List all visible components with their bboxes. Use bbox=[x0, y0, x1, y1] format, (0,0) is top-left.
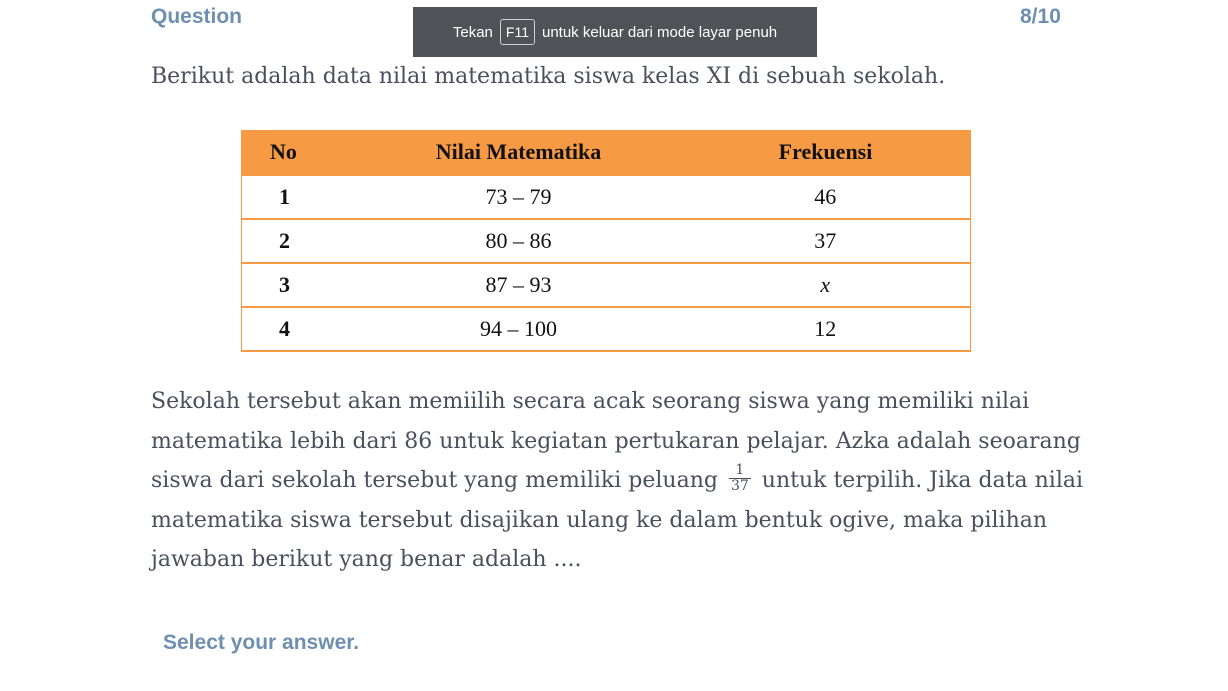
cell-no: 3 bbox=[242, 263, 357, 307]
f11-key-badge: F11 bbox=[500, 19, 535, 45]
cell-range: 80 – 86 bbox=[357, 219, 681, 263]
cell-no: 1 bbox=[242, 175, 357, 219]
header-nilai: Nilai Matematika bbox=[357, 130, 681, 175]
cell-range: 94 – 100 bbox=[357, 307, 681, 351]
fraction-numerator: 1 bbox=[729, 463, 751, 479]
probability-fraction bbox=[729, 463, 751, 494]
body-line-with-fraction bbox=[151, 461, 1084, 501]
select-answer-prompt: Select your answer. bbox=[163, 631, 360, 654]
body-line: matematika lebih dari 86 untuk kegiatan pertukaran pelajar. Azka adalah seoarang bbox=[151, 428, 1081, 454]
body-line: Sekolah tersebut akan memiilih secara acak seorang siswa yang memiliki nilai bbox=[151, 389, 1030, 414]
cell-freq-variable: x bbox=[681, 263, 971, 307]
cell-freq: 46 bbox=[681, 175, 971, 219]
cell-no: 2 bbox=[242, 219, 357, 263]
cell-range: 87 – 93 bbox=[357, 263, 681, 307]
table-row bbox=[242, 219, 971, 263]
question-intro: Berikut adalah data nilai matematika siswa kelas XI di sebuah sekolah. bbox=[151, 64, 946, 89]
cell-range: 73 – 79 bbox=[357, 175, 681, 219]
body-text-segment: siswa dari sekolah tersebut yang memiliki peluang bbox=[151, 468, 718, 493]
table-row bbox=[242, 307, 971, 351]
header-frekuensi: Frekuensi bbox=[681, 130, 971, 175]
header-no: No bbox=[242, 130, 357, 175]
table-row bbox=[242, 175, 971, 219]
fraction-denominator: 37 bbox=[730, 477, 749, 494]
question-body bbox=[151, 382, 1084, 580]
banner-suffix: untuk keluar dari mode layar penuh bbox=[541, 23, 778, 41]
banner-prefix: Tekan bbox=[452, 23, 493, 41]
fullscreen-exit-banner bbox=[413, 7, 817, 57]
cell-freq: 37 bbox=[681, 219, 971, 263]
cell-no: 4 bbox=[242, 307, 357, 351]
frequency-table bbox=[241, 130, 971, 352]
table-header-row bbox=[242, 130, 971, 175]
question-label: Question bbox=[151, 5, 243, 28]
body-line: matematika siswa tersebut disajikan ulang ke dalam bentuk ogive, maka pilihan bbox=[151, 507, 1048, 533]
question-progress: 8/10 bbox=[1020, 5, 1061, 28]
table-row bbox=[242, 263, 971, 307]
cell-freq: 12 bbox=[681, 307, 971, 351]
body-text-segment: untuk terpilih. Jika data nilai bbox=[761, 468, 1084, 493]
body-line: jawaban berikut yang benar adalah .... bbox=[151, 547, 582, 572]
